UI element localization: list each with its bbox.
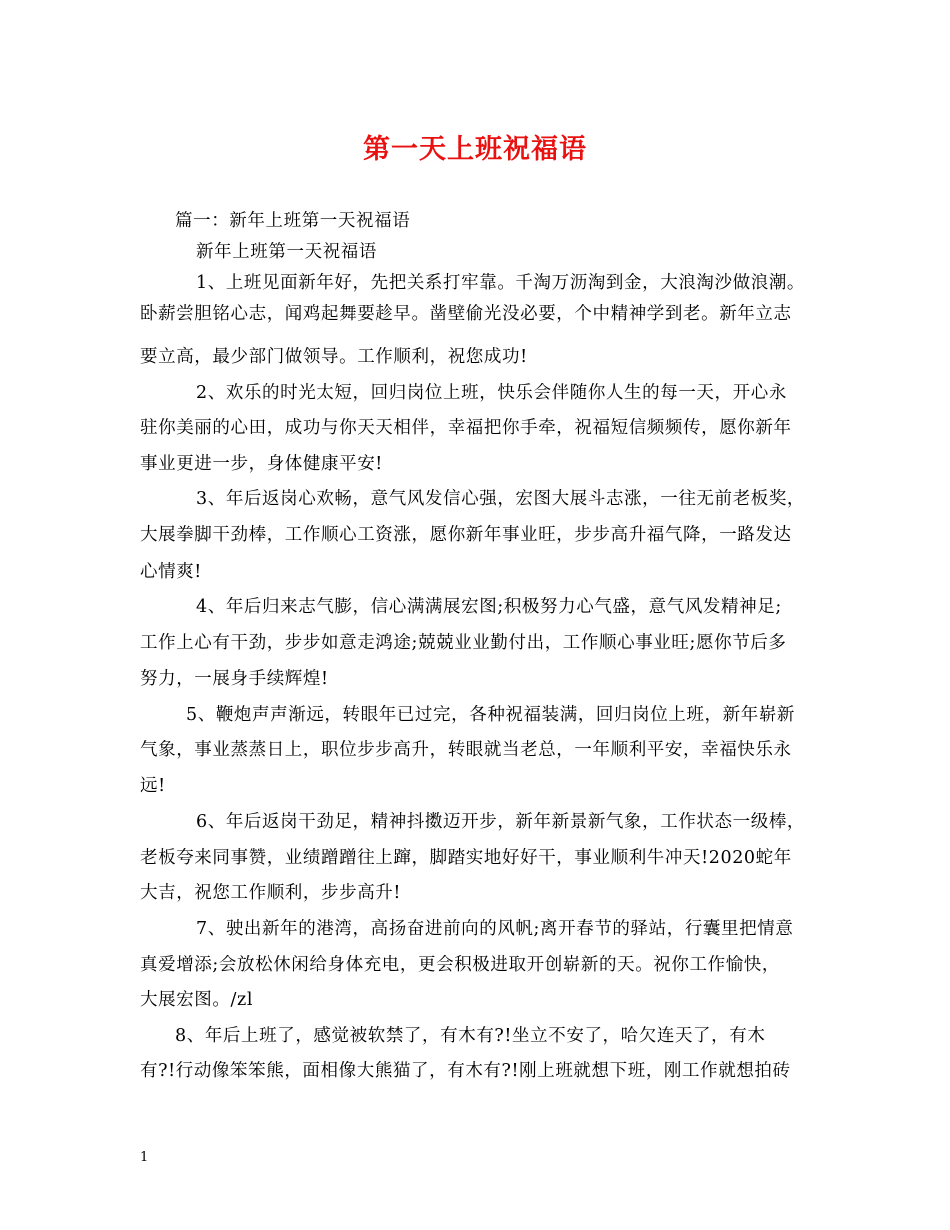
paragraph-8-line-1: 8、年后上班了，感觉被软禁了，有木有?!坐立不安了，哈欠连天了，有木: [175, 1026, 766, 1046]
document-title: 第一天上班祝福语: [363, 134, 587, 165]
section-heading: 篇一：新年上班第一天祝福语: [175, 211, 411, 231]
page-number: 1: [140, 1150, 149, 1165]
paragraph-3-line-3: 心情爽!: [140, 562, 202, 582]
paragraph-7-line-2: 真爱增添;会放松休闲给身体充电，更会积极进取开创崭新的天。祝你工作愉快，: [140, 955, 780, 975]
paragraph-6-line-1: 6、年后返岗干劲足，精神抖擞迈开步，新年新景新气象，工作状态一级棒，: [196, 812, 806, 832]
paragraph-2-line-1: 2、欢乐的时光太短，回归岗位上班，快乐会伴随你人生的每一天，开心永: [196, 383, 787, 403]
paragraph-7-line-1: 7、驶出新年的港湾，高扬奋进前向的风帆;离开春节的驿站，行囊里把情意: [196, 919, 794, 939]
paragraph-5-line-1: 5、鞭炮声声渐远，转眼年已过完，各种祝福装满，回归岗位上班，新年崭新: [186, 705, 796, 725]
paragraph-5-line-2: 气象，事业蒸蒸日上，职位步步高升，转眼就当老总，一年顺利平安，幸福快乐永: [140, 740, 792, 760]
paragraph-3-line-2: 大展拳脚干劲棒，工作顺心工资涨，愿你新年事业旺，步步高升福气降，一路发达: [140, 525, 792, 545]
paragraph-4-line-3: 努力，一展身手续辉煌!: [140, 669, 329, 689]
paragraph-1-line-3: 要立高，最少部门做领导。工作顺利，祝您成功!: [140, 347, 528, 367]
paragraph-8-line-2: 有?!行动像笨笨熊，面相像大熊猫了，有木有?!刚上班就想下班，刚工作就想拍砖: [140, 1061, 791, 1081]
paragraph-6-line-2: 老板夸来同事赞，业绩蹭蹭往上蹿，脚踏实地好好干，事业顺利牛冲天!2020蛇年: [140, 848, 792, 868]
paragraph-1-line-2: 卧薪尝胆铭心志，闻鸡起舞要趁早。凿壁偷光没必要，个中精神学到老。新年立志: [140, 304, 792, 324]
paragraph-2-line-2: 驻你美丽的心田，成功与你天天相伴，幸福把你手牵，祝福短信频频传，愿你新年: [140, 418, 792, 438]
paragraph-3-line-1: 3、年后返岗心欢畅，意气风发信心强，宏图大展斗志涨，一往无前老板奖，: [196, 489, 806, 509]
paragraph-2-line-3: 事业更进一步，身体健康平安!: [140, 454, 383, 474]
paragraph-7-line-3: 大展宏图。/zl: [140, 990, 254, 1010]
paragraph-6-line-3: 大吉，祝您工作顺利，步步高升!: [140, 883, 402, 903]
subheading: 新年上班第一天祝福语: [196, 242, 377, 262]
paragraph-4-line-2: 工作上心有干劲，步步如意走鸿途;兢兢业业勤付出，工作顺心事业旺;愿你节后多: [140, 633, 787, 653]
paragraph-5-line-3: 远!: [140, 776, 166, 796]
paragraph-4-line-1: 4、年后归来志气膨，信心满满展宏图;积极努力心气盛，意气风发精神足;: [196, 597, 782, 617]
paragraph-1-line-1: 1、上班见面新年好，先把关系打牢靠。千淘万沥淘到金，大浪淘沙做浪潮。: [196, 273, 806, 293]
